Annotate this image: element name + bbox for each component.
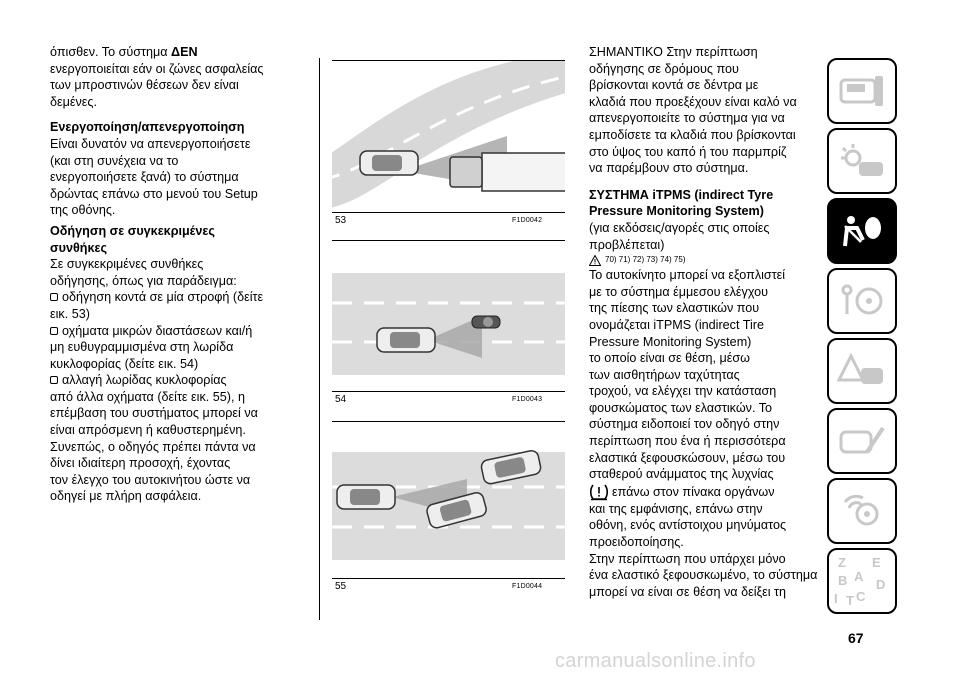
car-dashboard-icon — [837, 72, 887, 110]
para-line: απενεργοποιείτε το σύστημα για να — [589, 111, 785, 126]
tab-emergency[interactable] — [827, 338, 897, 404]
para-line: μπορεί να είναι σε θέση να δείξει τη — [589, 584, 787, 599]
para-line: κλαδιά που προεξέχουν είναι καλό να — [589, 94, 797, 109]
index-letter: T — [846, 593, 854, 608]
index-letter: E — [872, 555, 881, 570]
airbag-seatbelt-icon — [837, 212, 887, 250]
bullet-text: αλλαγή λωρίδας κυκλοφορίας — [62, 373, 227, 388]
index-letter: B — [838, 573, 848, 588]
para-line: φουσκώματος των ελαστικών. Το — [589, 400, 773, 415]
bullet-text: οχήματα μικρών διαστάσεων και/ή — [62, 323, 253, 338]
bullet-text: εικ. 53) — [50, 306, 90, 321]
figure-rule — [332, 578, 565, 579]
para-line: ονομάζεται iTPMS (indirect Tire — [589, 317, 764, 332]
bullet-item — [50, 289, 312, 306]
para-line: της πίεσης των ελαστικών που — [589, 301, 760, 316]
car-wrench-icon — [837, 422, 887, 460]
index-letter: Z — [838, 555, 846, 570]
figure-54-motorcycle-illustration — [332, 258, 565, 390]
figure-number: 55 — [335, 581, 347, 592]
tab-dashboard[interactable] — [827, 58, 897, 124]
bullet-text: Συνεπώς, ο οδηγός πρέπει πάντα να — [50, 439, 256, 454]
truck-icon — [450, 153, 565, 191]
figure-rule — [332, 240, 565, 241]
warning-refs: 70) 71) 72) 73) 74) 75) — [589, 253, 821, 267]
warning-triangle-icon — [589, 255, 601, 266]
para-line: Το αυτοκίνητο μπορεί να εξοπλιστεί — [589, 268, 786, 283]
alphabetical-index-icon — [832, 553, 892, 609]
bullet-text: από άλλα οχήματα (δείτε εικ. 55), η — [50, 389, 245, 404]
para-line: και της εμφάνισης, επάνω στην — [589, 501, 763, 516]
intro-rest-0: ενεργοποιείται εάν οι ζώνες ασφαλείας — [50, 61, 264, 76]
heading-activation: Ενεργοποίηση/απενεργοποίηση — [50, 120, 245, 135]
figure-rule — [332, 421, 565, 422]
subheading: (για εκδόσεις/αγορές στις οποίες — [589, 220, 770, 235]
tab-starting-driving[interactable] — [827, 268, 897, 334]
index-letter: C — [856, 589, 866, 604]
tab-safety[interactable] — [827, 198, 897, 264]
figure-number: 53 — [335, 215, 347, 226]
bullet-item — [50, 323, 312, 340]
index-letter: A — [854, 569, 864, 584]
warning-triangle-car-icon — [837, 352, 887, 390]
bullet-text: είναι απρόσμενη ή καθυστερημένη. — [50, 423, 246, 438]
figure-code: F1D0042 — [512, 217, 543, 224]
figure-code: F1D0044 — [512, 583, 543, 590]
intro-bold: ΔΕΝ — [171, 45, 198, 59]
bullet-text: οδήγηση κοντά σε μία στροφή (δείτε — [62, 290, 264, 305]
car-icon — [377, 328, 435, 352]
bullet-square-icon — [50, 327, 58, 335]
para-line: εμποδίσετε τα κλαδιά που βρίσκονται — [589, 127, 796, 142]
para1-line-3: δρώντας επάνω στο μενού του Setup — [50, 186, 258, 201]
car-lights-icon — [837, 142, 887, 180]
bullet-square-icon — [50, 376, 58, 384]
figure-number: 54 — [335, 394, 347, 405]
para-line: ελαστικά ξεφουσκώσουν, μέσω του — [589, 450, 786, 465]
heading-itpms: ΣΥΣΤΗΜΑ iTPMS (indirect Tyre — [589, 187, 774, 202]
bullet-square-icon — [50, 293, 58, 301]
bullet-item — [50, 372, 312, 389]
para-line: σταθερού ανάμματος της λυχνίας — [589, 467, 774, 482]
tyre-pressure-warning-icon — [589, 483, 609, 501]
para2-line-1: οδήγησης, όπως για παράδειγμα: — [50, 273, 237, 288]
para-line: ένα ελαστικό ξεφουσκωμένο, το σύστημα — [589, 568, 818, 583]
tab-maintenance[interactable] — [827, 408, 897, 474]
car-icon — [337, 485, 395, 509]
heading-conditions-0: Οδήγηση σε συγκεκριμένες — [50, 223, 215, 238]
para-line: στο ύψος του καπό ή του παρμπρίζ — [589, 144, 787, 159]
para-line: βρίσκονται κοντά σε δέντρα με — [589, 78, 759, 93]
para-line: των αισθητήρων ταχύτητας — [589, 367, 740, 382]
para-line: ΣΗΜΑΝΤΙΚΟ Στην περίπτωση — [589, 45, 758, 59]
index-letter: D — [876, 577, 886, 592]
para-line: περίπτωση που ένα ή περισσότερα — [589, 434, 786, 449]
figure-rule — [332, 391, 565, 392]
para-line: το οποίο είναι σε θέση, μέσω — [589, 351, 750, 366]
para1-line-2: ενεργοποιήσετε ξανά) το σύστημα — [50, 170, 239, 185]
right-text-column — [589, 44, 821, 600]
intro-rest-1: των μπροστινών θέσεων δεν είναι — [50, 78, 239, 93]
tab-multimedia[interactable] — [827, 478, 897, 544]
bullet-text: κυκλοφορίας (δείτε εικ. 54) — [50, 356, 199, 371]
para2-line-0: Σε συγκεκριμένες συνθήκες — [50, 257, 204, 272]
column-divider — [319, 58, 320, 620]
figure-rule — [332, 212, 565, 213]
para-line: τροχού, να ελέγχει την κατάσταση — [589, 384, 777, 399]
para1-line-4: της οθόνης. — [50, 203, 116, 218]
para-line: οθόνη, ενός αντίστοιχου μηνύματος — [589, 518, 787, 533]
index-letter: I — [834, 591, 838, 606]
bullet-text: μη ευθυγραμμισμένα στη λωρίδα — [50, 340, 234, 355]
para-line: προειδοποίησης. — [589, 535, 684, 550]
subheading: προβλέπεται) — [589, 237, 665, 252]
para-line: Στην περίπτωση που υπάρχει μόνο — [589, 551, 786, 566]
key-steering-wheel-icon — [837, 282, 887, 320]
tab-index[interactable] — [827, 548, 897, 614]
para1-line-1: (και στη συνέχεια να το — [50, 153, 179, 168]
para-line: οδήγησης σε δρόμους που — [589, 61, 739, 76]
para-line: να παρέμβουν στο σύστημα. — [589, 161, 749, 176]
signal-navigation-icon — [837, 492, 887, 530]
intro-line: όπισθεν. Το σύστημα ΔΕΝ — [50, 45, 198, 59]
para1-line-0: Είναι δυνατόν να απενεργοποιήσετε — [50, 136, 251, 151]
heading-itpms: Pressure Monitoring System) — [589, 204, 764, 219]
left-text-column — [50, 44, 312, 505]
figure-55-lane-change-illustration — [332, 437, 565, 577]
figure-code: F1D0043 — [512, 396, 543, 403]
figure-53-curve-illustration — [332, 61, 565, 211]
bullet-text: τον έλεγχο του αυτοκινήτου ώστε να — [50, 472, 251, 487]
bullet-text: δίνει ιδιαίτερη προσοχή, έχοντας — [50, 456, 231, 471]
intro-rest-2: δεμένες. — [50, 94, 97, 109]
tyre-warning-line: επάνω στον πίνακα οργάνων — [589, 483, 821, 501]
bullet-text: οδηγεί με πλήρη ασφάλεια. — [50, 489, 202, 504]
para-line: Pressure Monitoring System) — [589, 334, 752, 349]
para-line: με το σύστημα έμμεσου ελέγχου — [589, 284, 769, 299]
para-line: σύστημα ειδοποιεί τον οδηγό στην — [589, 417, 780, 432]
heading-conditions-1: συνθήκες — [50, 240, 107, 255]
tab-lights[interactable] — [827, 128, 897, 194]
page-number: 67 — [848, 630, 864, 646]
motorcycle-icon — [472, 316, 500, 328]
watermark: carmanualsonline.info — [555, 650, 756, 672]
bullet-text: επέμβαση του συστήματος μπορεί να — [50, 406, 258, 421]
car-icon — [360, 151, 418, 175]
